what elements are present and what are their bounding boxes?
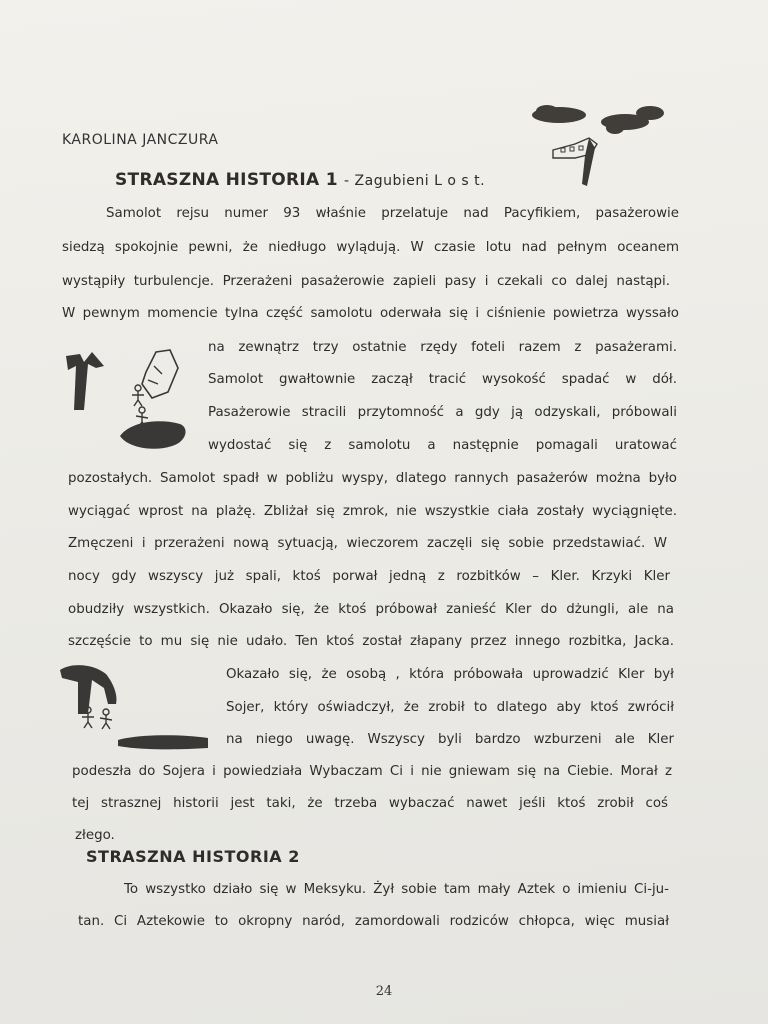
text-line: tej strasznej historii jest taki, że trzeba wybaczać nawet jeśli ktoś zrobił coś [72,796,668,811]
story1-subtitle: - Zagubieni L o s t. [344,173,486,189]
text-line: siedzą spokojnie pewni, że niedługo wylądują. W czasie lotu nad pełnym oceanem [62,240,679,255]
kidnap-drawing [58,660,216,750]
author-name: KAROLINA JANCZURA [62,132,219,148]
text-line: Samolot rejsu numer 93 właśnie przelatuje nad Pacyfikiem, pasażerowie [106,206,679,221]
story2-title: STRASZNA HISTORIA 2 [86,847,300,866]
page-number: 24 [375,984,393,999]
text-line: Pasażerowie stracili przytomność a gdy ją odzyskali, próbowali [208,405,677,420]
text-line: podeszła do Sojera i powiedziała Wybaczam Ci i nie gniewam się na Ciebie. Morał z [72,764,672,779]
text-line: W pewnym momencie tylna część samolotu oderwała się i ciśnienie powietrza wyssało [62,306,679,321]
story1-title-text: STRASZNA HISTORIA 1 [115,170,338,190]
text-line: wydostać się z samolotu a następnie pomagali uratować [208,438,677,453]
plane-clouds-drawing [525,98,670,190]
text-line: szczęście to mu się nie udało. Ten ktoś został złapany przez innego rozbitka, Jacka. [68,634,674,649]
text-line: Samolot gwałtownie zaczął tracić wysokość spadać w dół. [208,372,677,387]
text-line: Sojer, który oświadczył, że zrobił to dlatego aby ktoś zwrócił [226,700,674,715]
text-line: na niego uwagę. Wszyscy byli bardzo wzburzeni ale Kler [226,732,674,747]
text-line: złego. [75,828,115,843]
text-line: obudziły wszystkich. Okazało się, że ktoś próbował zanieść Kler do dżungli, ale na [68,602,674,617]
text-line: Zmęczeni i przerażeni nową sytuacją, wieczorem zaczęli się sobie przedstawiać. W [68,536,667,551]
palm-tree-crash-drawing [58,348,196,452]
text-line: pozostałych. Samolot spadł w pobliżu wyspy, dlatego rannych pasażerów można było [68,471,677,486]
text-line: Okazało się, że osobą , która próbowała uprowadzić Kler był [226,667,674,682]
story1-title [115,170,485,190]
text-line: wyciągać wprost na plażę. Zbliżał się zmrok, nie wszystkie ciała zostały wyciągnięte. [68,504,677,519]
text-line: tan. Ci Aztekowie to okropny naród, zamordowali rodziców chłopca, więc musiał [78,914,669,929]
text-line: wystąpiły turbulencje. Przerażeni pasażerowie zapieli pasy i czekali co dalej nastąpi. [62,274,670,289]
text-line: na zewnątrz trzy ostatnie rzędy foteli razem z pasażerami. [208,340,677,355]
text-line: To wszystko działo się w Meksyku. Żył sobie tam mały Aztek o imieniu Ci-ju- [124,882,669,897]
text-line: nocy gdy wszyscy już spali, ktoś porwał jedną z rozbitków – Kler. Krzyki Kler [68,569,670,584]
